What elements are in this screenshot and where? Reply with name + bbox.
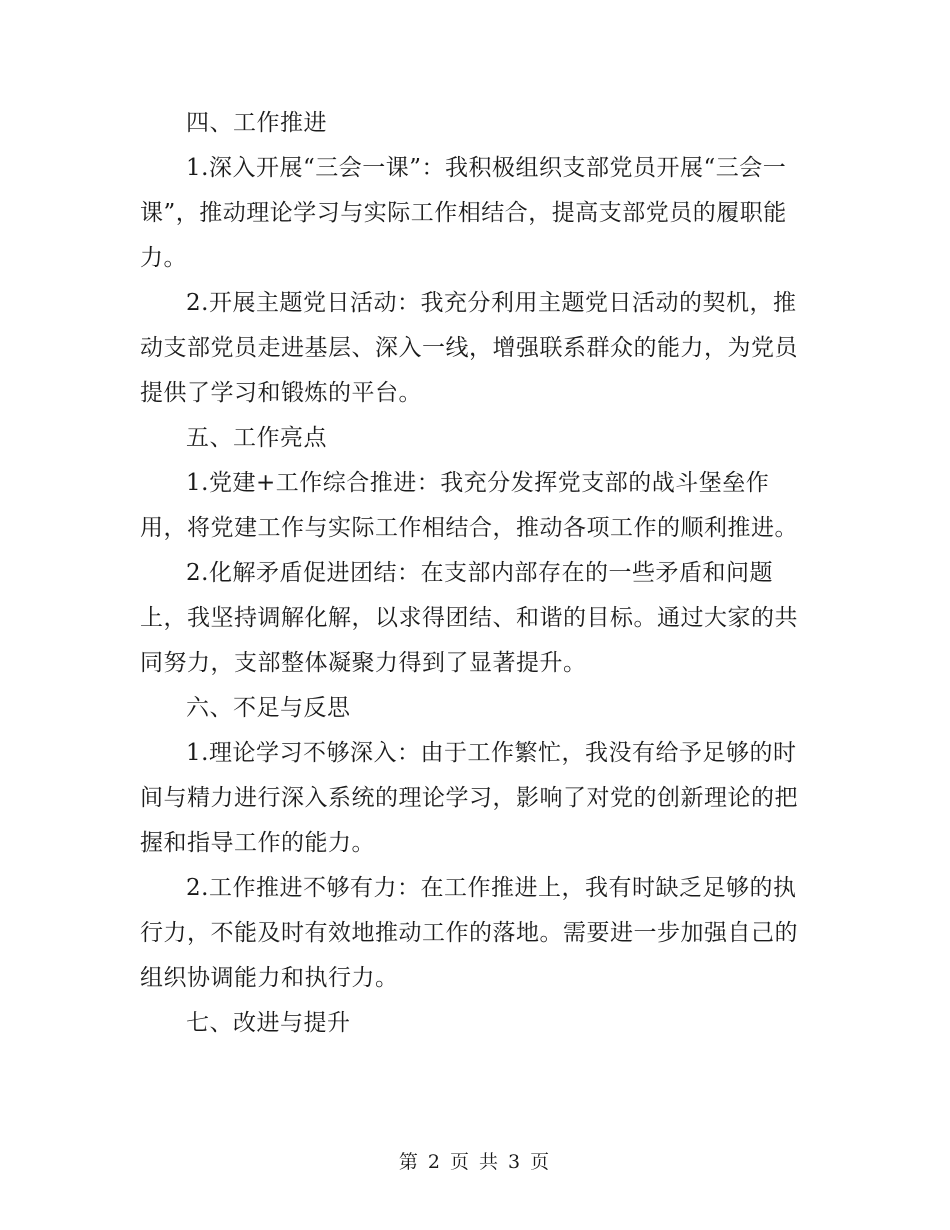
paragraph-work-execution: 2.工作推进不够有力：在工作推进上，我有时缺乏足够的执行力，不能及时有效地推动工作的落地。需要进一步加强自己的组织协调能力和执行力。	[140, 875, 798, 991]
section-heading-highlights: 五、工作亮点	[186, 425, 327, 451]
section-heading-shortcomings: 六、不足与反思	[186, 695, 351, 721]
paragraph-theory-study: 1.理论学习不够深入：由于工作繁忙，我没有给予足够的时间与精力进行深入系统的理论学习，影响了对党的创新理论的把握和指导工作的能力。	[140, 740, 798, 856]
section-heading-improvement: 七、改进与提升	[186, 1010, 351, 1036]
paragraph-party-building: 1.党建+工作综合推进：我充分发挥党支部的战斗堡垒作用，将党建工作与实际工作相结合，推动各项工作的顺利推进。	[140, 470, 798, 541]
page-number-footer: 第 2 页 共 3 页	[398, 1151, 552, 1173]
paragraph-resolve-conflicts: 2.化解矛盾促进团结：在支部内部存在的一些矛盾和问题上，我坚持调解化解，以求得团结、和谐的目标。通过大家的共同努力，支部整体凝聚力得到了显著提升。	[140, 560, 798, 676]
paragraph-theme-party-day: 2.开展主题党日活动：我充分利用主题党日活动的契机，推动支部党员走进基层、深入一线，增强联系群众的能力，为党员提供了学习和锻炼的平台。	[140, 290, 798, 406]
paragraph-three-meetings: 1.深入开展“三会一课”：我积极组织支部党员开展“三会一课”，推动理论学习与实际工作相结合，提高支部党员的履职能力。	[140, 155, 787, 271]
document-body	[140, 101, 800, 1046]
section-heading-work-progress: 四、工作推进	[186, 110, 327, 136]
